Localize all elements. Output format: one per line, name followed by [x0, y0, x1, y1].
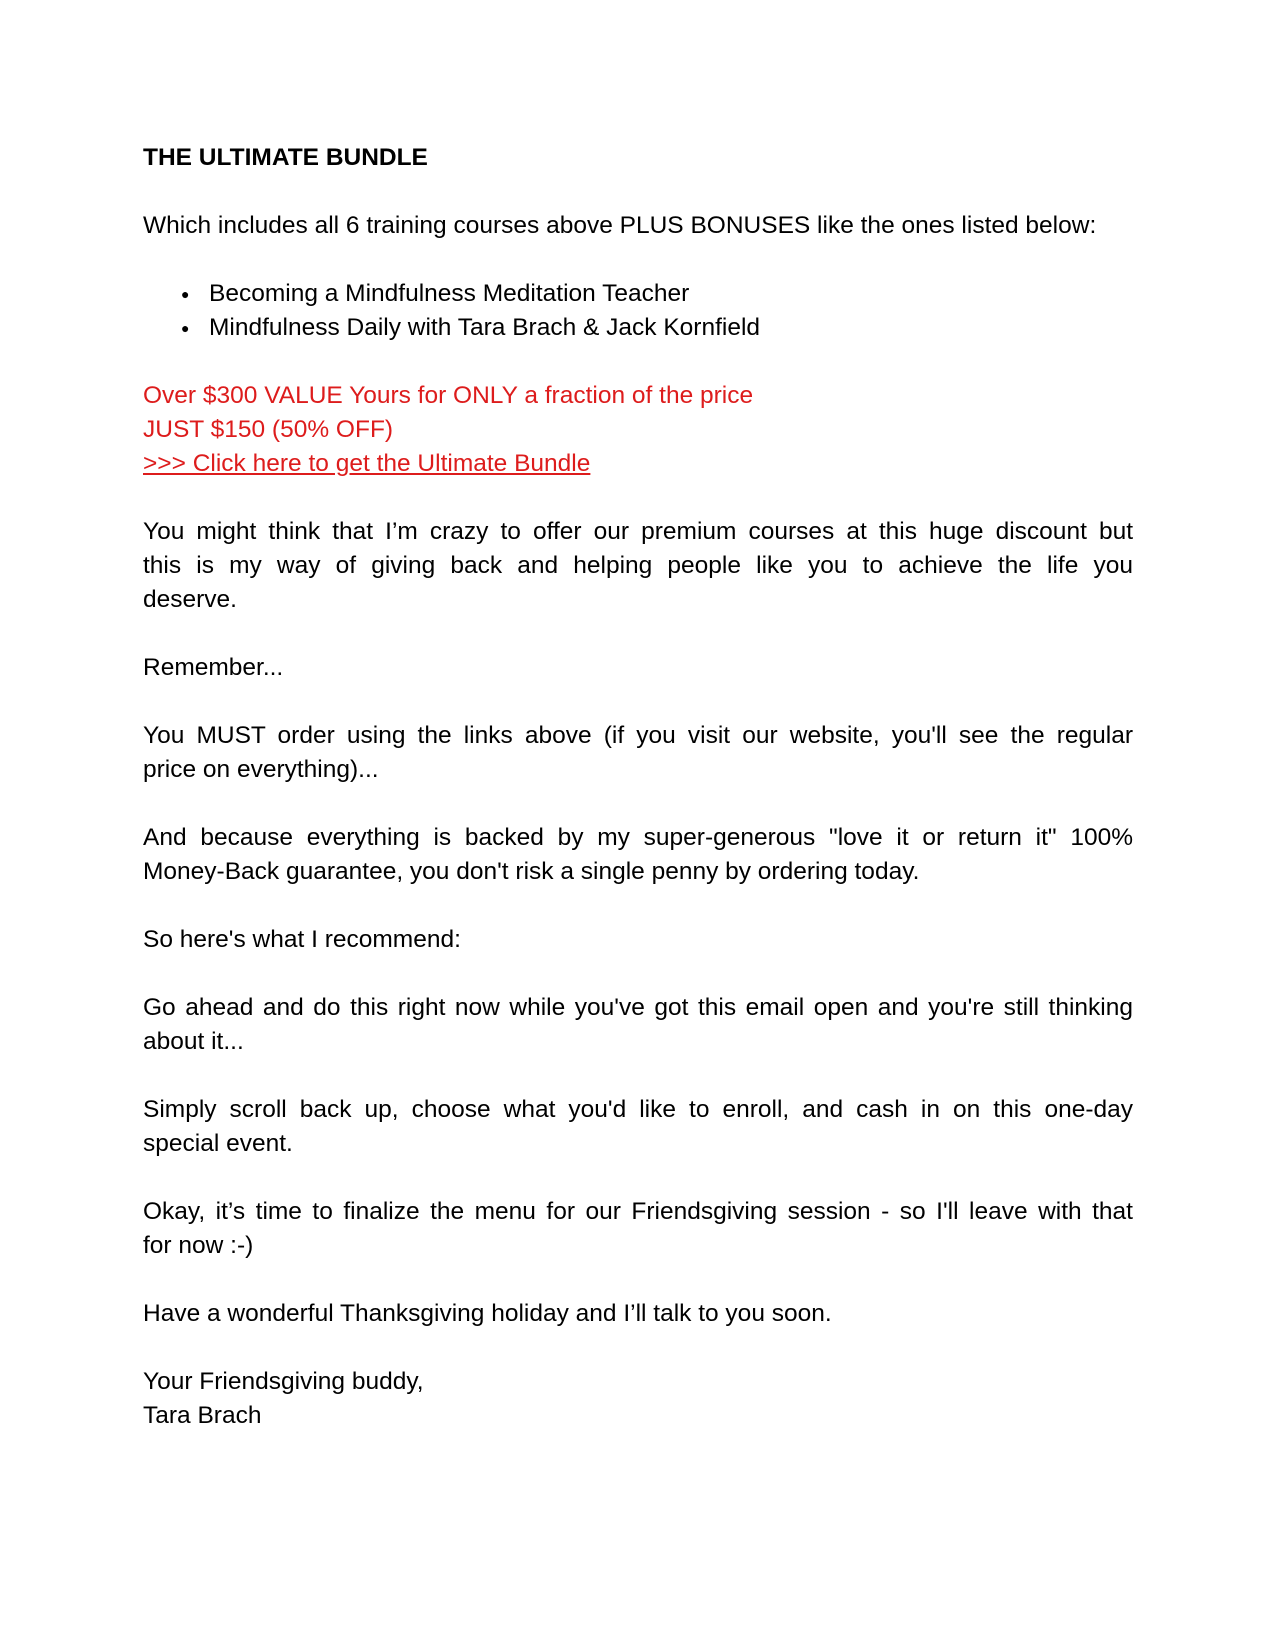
paragraph-line: Remember...: [143, 654, 284, 681]
paragraph: [143, 651, 1133, 685]
intro-paragraph: Which includes all 6 training courses above PLUS BONUSES like the ones listed below:: [143, 212, 1097, 239]
paragraph-line: this is my way of giving back and helping people like you to achieve the life you: [143, 552, 1133, 579]
signature-name-line: Tara Brach: [143, 1402, 262, 1429]
bonus-item: ● Mindfulness Daily with Tara Brach & Jack Kornfield: [143, 311, 1133, 345]
paragraph: [143, 1297, 1133, 1331]
bonus-list: [143, 277, 1133, 345]
paragraph: [143, 991, 1133, 1059]
paragraph: [143, 515, 1133, 617]
signature-role-line: Your Friendsgiving buddy,: [143, 1368, 424, 1395]
paragraph: [143, 923, 1133, 957]
paragraph-line: Have a wonderful Thanksgiving holiday and I’ll talk to you soon.: [143, 1300, 832, 1327]
paragraph-line: Go ahead and do this right now while you've got this email open and you're still thinking: [143, 994, 1133, 1021]
offer-link[interactable]: >>> Click here to get the Ultimate Bundle: [143, 450, 591, 477]
paragraph-line: And because everything is backed by my super-generous "love it or return it" 100%: [143, 824, 1133, 851]
bonus-item: ● Becoming a Mindfulness Meditation Teacher: [143, 277, 1133, 311]
document-page: [143, 141, 1133, 1433]
paragraph: [143, 1093, 1133, 1161]
offer-value-line: Over $300 VALUE Yours for ONLY a fraction of the price: [143, 382, 754, 409]
paragraph: [143, 1195, 1133, 1263]
document-title: THE ULTIMATE BUNDLE: [143, 144, 428, 171]
offer-block: [143, 379, 1133, 481]
paragraph-line: You might think that I’m crazy to offer our premium courses at this huge discount but: [143, 518, 1133, 545]
paragraph-line: Okay, it’s time to finalize the menu for our Friendsgiving session - so I'll leave with that: [143, 1198, 1133, 1225]
paragraph: [143, 821, 1133, 889]
paragraph-line: Money-Back guarantee, you don't risk a single penny by ordering today.: [143, 858, 920, 885]
paragraph: [143, 719, 1133, 787]
signature-block: [143, 1365, 1133, 1433]
paragraph-line: about it...: [143, 1028, 244, 1055]
paragraph-line: deserve.: [143, 586, 237, 613]
paragraph-line: price on everything)...: [143, 756, 379, 783]
offer-price-line: JUST $150 (50% OFF): [143, 416, 394, 443]
paragraph-line: So here's what I recommend:: [143, 926, 461, 953]
paragraph-line: Simply scroll back up, choose what you'd like to enroll, and cash in on this one-day: [143, 1096, 1133, 1123]
paragraph-line: You MUST order using the links above (if you visit our website, you'll see the regular: [143, 722, 1133, 749]
paragraph-line: for now :-): [143, 1232, 254, 1259]
paragraph-line: special event.: [143, 1130, 293, 1157]
